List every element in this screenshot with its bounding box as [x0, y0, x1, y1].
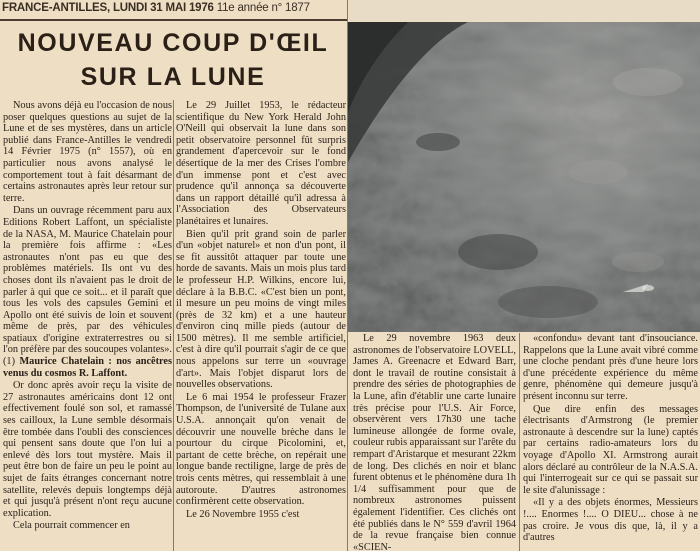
- article-column-4: [523, 333, 698, 551]
- col1-paragraph-2: [3, 205, 172, 379]
- top-margin-strip: [349, 0, 700, 21]
- col1-paragraph-3: Or donc après avoir reçu la visite de 27 astronautes américains dont 12 ont effectivement foulé son sol, et ramassé ses cailloux, la Lune semble désormais être tombée dans l'oubli des consciences qui pensent sans doute que l'on lui a enlevé dès lors tout mystère. Mais il peut être bon de faire un peu le point au sujet de faits étranges concernant notre satellite, relevés depuis longtemps déjà et qui jusqu'à présent n'ont reçu aucune explication.: [3, 380, 172, 519]
- col1-paragraph-4: Cela pourrait commencer en: [13, 520, 130, 532]
- col1-book-reference: Maurice Chatelain : nos ancêtres venus du cosmos R. Laffont.: [3, 356, 172, 379]
- article-column-1: [3, 100, 172, 551]
- col4-paragraph-1: «confondu» devant tant d'insouciance. Rappelons que la Lune avait vibré comme une cloche pendant près d'une heure lors d'une précédente expérience du même genre, phénomène qui demeure jusqu'à présent inconnu sur terre.: [523, 333, 698, 402]
- headline-line-2: SUR LA LUNE: [80, 63, 266, 91]
- column-divider-3: [519, 333, 520, 551]
- masthead: FRANCE-ANTILLES, LUNDI 31 MAI 1976 11e année n° 1877: [2, 2, 310, 14]
- col1-paragraph-1: Nous avons déjà eu l'occasion de nous poser quelques questions au sujet de la Lune et de ses mystères, dans un article publié dans France-Antilles le vendredi 14 Février 1975 (n° 1557), où en particulier nous avons analysé le comportement tout à fait désarmant de certains astronautes après leur retour sur terre.: [3, 100, 172, 204]
- masthead-date: LUNDI 31 MAI 1976: [112, 2, 214, 14]
- masthead-issue: 11e année n° 1877: [216, 2, 310, 14]
- col1-paragraph-2-text: Dans un ouvrage récemment paru aux Editions Robert Laffont, un spécialiste de la NASA, M. Maurice Chatelain pour la première fois affirme : «Les astronautes n'ont pas eu que des problèmes matériels. Ils ont vu des choses dont ils n'avaient pas le droit de parler à qui que ce soit... et il paraît que tous les vols des capsules Gemini et Apollo ont été suivis de loin et souvent même de près, par des véhicules spatiaux d'origine extraterrestres ou si l'on préfère par des soucoupes volantes». (1): [3, 205, 172, 368]
- col4-paragraph-3: «Il y a des objets énormes, Messieurs !.... Enormes !.... O DIEU... chose à ne pas croire. Je vous dis que, là, il y a d'autres: [523, 497, 698, 544]
- column-divider-1: [173, 100, 174, 551]
- moon-surface-image: [348, 22, 700, 332]
- article-column-2: [176, 100, 346, 551]
- moon-surface-photo: [348, 22, 700, 332]
- col4-paragraph-2: Que dire enfin des messages électrisants d'Armstrong (le premier astronaute à descendre sur la lune) captés par certains radio-amateurs lors du voyage d'Apollo XI. Armstrong aurait alors déclaré au contrôleur de la N.A.S.A. qui l'interrogeait sur ce qui se passait sur le site d'alunissage :: [523, 403, 698, 496]
- col2-paragraph-1: Le 29 Juillet 1953, le rédacteur scientifique du New York Herald John O'Neill qui observait la lune dans son petit observatoire personnel fût surpris grandement d'apercevoir sur le fond désertique de la mer des Crises l'ombre d'un immense pont et c'est avec prudence qu'il annonça sa découverte dans un rapport détaillé qu'il adressa à l'Association des Observateurs planétaires et lunaires.: [176, 100, 346, 227]
- col3-paragraph-1: Le 29 novembre 1963 deux astronomes de l'observatoire LOVELL, James A. Greenacre et Edward Barr, dont le travail de routine consistait à prendre des séries de photographies de la Lune, afin d'établir une carte lunaire très précise pour l'U.S. Air Force, observèrent vers 17h30 une tache lumineuse allongée de forme ovale, couleur rubis apparaissant sur l'arête du rempart d'Aristarque et mesurant 22km de long. Des clichés en noir et blanc furent obtenus et le phénomène dura 1h 1/4 suffisamment pour que de nombreux astronomes puissent également l'identifier. Ces clichés ont été publiés dans le N° 559 d'avril 1964 de la revue française bien connue «SCIEN-: [353, 333, 516, 551]
- col2-paragraph-4: Le 26 Novembre 1955 c'est: [186, 508, 300, 520]
- headline-line-1: NOUVEAU COUP D'ŒIL: [17, 29, 329, 57]
- article-column-3: [353, 333, 516, 551]
- masthead-rule: [0, 19, 347, 21]
- col2-paragraph-2: Bien qu'il prit grand soin de parler d'un «objet naturel» et non d'un pont, il se fit aussitôt attaquer par toute une horde de savants. Mais un mois plus tard le professeur H.P. Wilkins, encore lui, déclare à la B.B.C. «C'est bien un pont, il mesure un peu moins de vingt miles (près de 32 km) et a une hauteur d'environ cinq mille pieds (autour de 1500 mètres). Il me semble artificiel, c'est à dire qu'il pourrait s'agir de ce que nous appelons sur terre un «ouvrage d'art». Mais l'objet disparut lors de nouvelles observations.: [176, 228, 346, 391]
- masthead-paper: FRANCE-ANTILLES: [2, 2, 107, 14]
- col2-paragraph-3: Le 6 mai 1954 le professeur Frazer Thompson, de l'université de Tulane aux U.S.A. annonçait qu'on venait de découvrir une nouvelle brèche dans le pourtour du cirque Picolomini, et, partant de cette brèche, on repérait une longue bande rectiligne, large de près de trois cents mètres, qui ressemblait à une autoroute. D'autres astronomes confirmèrent cette observation.: [176, 391, 346, 508]
- article-headline: [4, 26, 342, 94]
